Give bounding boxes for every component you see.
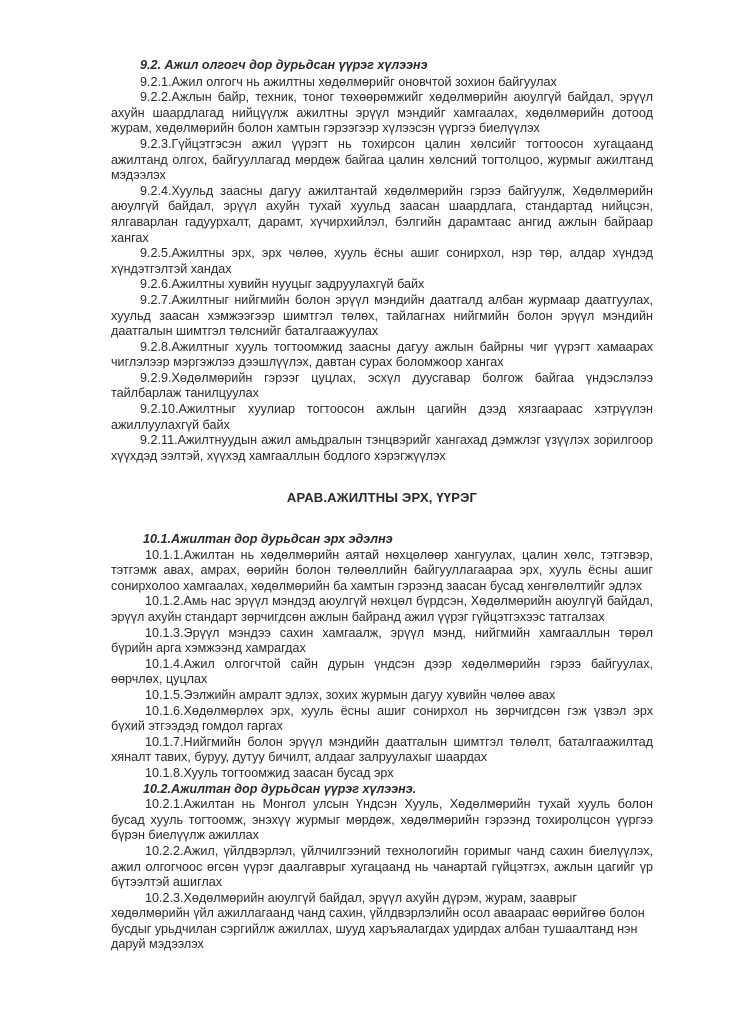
paragraph-9-2-1: 9.2.1.Ажил олгогч нь ажилтны хөдөлмөрийг оновчтой зохион байгуулах — [140, 74, 557, 89]
paragraph-10-2-2: 10.2.2.Ажил, үйлдвэрлэл, үйлчилгээний технологийн горимыг чанд сахин биелүүлэх, ажил олгогчоос өгсөн үүрэг даалгаврыг хугацаанд нь чанартай гүйцэтгэх, ажлын цагийг үр бүтээлтэй ашиглах — [111, 843, 653, 890]
chapter-title: АРАВ.АЖИЛТНЫ ЭРХ, ҮҮРЭГ — [286, 490, 478, 506]
paragraph-9-2-6: 9.2.6.Ажилтны хувийн нууцыг задруулахгүй байх — [140, 277, 425, 292]
section-10-2-heading: 10.2.Ажилтан дор дурьдсан үүрэг хүлээнэ. — [143, 781, 417, 796]
paragraph-9-2-11: 9.2.11.Ажилтнуудын ажил амьдралын тэнцвэрийг хангахад дэмжлэг үзүүлэх зорилгоор хүүхдэд ээлтэй, хүүхэд хамгааллын бодлого хэрэгжүүлэх — [111, 433, 653, 463]
section-9-2-heading: 9.2. Ажил олгогч дор дурьдсан үүрэг хүлээнэ — [140, 58, 428, 72]
paragraph-10-1-3: 10.1.3.Эрүүл мэндээ сахин хамгаалж, эрүүл мэнд, нийгмийн хамгааллын төрөл бүрийн арга хэмжээнд хамрагдах — [111, 625, 653, 656]
document-body — [111, 58, 653, 953]
paragraph-10-2-3: 10.2.3.Хөдөлмөрийн аюулгүй байдал, эрүүл ахуйн дүрэм, журам, зааврыг хөдөлмөрийн үйл ажиллагаанд чанд сахин, үйлдвэрлэлийн осол аваараас өөрийгөө болон бусдыг урьдчилан сэргийлж ажиллах, шууд харъяалагдах удирдах албан тушаалтанд нэн даруй мэдээлэх — [111, 890, 645, 952]
paragraph-10-2-1: 10.2.1.Ажилтан нь Монгол улсын Үндсэн Хууль, Хөдөлмөрийн тухай хууль болон бусад хууль тогтоомж, энэхүү журмыг мөрдөж, хөдөлмөрийн гэрээнд тохиролцсон үүргээ бүрэн биелүүлж ажиллах — [111, 797, 653, 843]
paragraph-9-2-9: 9.2.9.Хөдөлмөрийн гэрээг цуцлах, эсхүл дуусгавар болгож байгаа үндэслэлээ тайлбарлаж танилцуулах — [111, 370, 653, 401]
paragraph-10-1-4: 10.1.4.Ажил олгогчтой сайн дурын үндсэн дээр хөдөлмөрийн гэрээ байгуулах, өөрчлөх, цуцлах — [111, 656, 653, 687]
paragraph-9-2-8: 9.2.8.Ажилтныг хууль тогтоомжид заасны дагуу ажлын байрны чиг үүрэгт хамаарах чиглэлээр мэргэжлээ дээшлүүлэх, давтан сурах боломжоор хангах — [111, 339, 653, 370]
paragraph-10-1-7: 10.1.7.Нийгмийн болон эрүүл мэндийн даатгалын шимтгэл төлөлт, баталгаажилтад хяналт тавих, буруу, дутуу бичилт, алдааг залруулахыг шаардах — [111, 734, 653, 765]
section-10-1-heading: 10.1.Ажилтан дор дурьдсан эрх эдэлнэ — [143, 532, 393, 547]
paragraph-9-2-10: 9.2.10.Ажилтныг хуулиар тогтоосон ажлын цагийн дээд хязгаараас хэтрүүлэн ажиллуулахгүй байх — [111, 402, 653, 432]
paragraph-10-1-5: 10.1.5.Ээлжийн амралт эдлэх, зохих журмын дагуу хувийн чөлөө авах — [145, 687, 556, 702]
paragraph-10-1-1: 10.1.1.Ажилтан нь хөдөлмөрийн аятай нөхцөлөөр хангуулах, цалин хөлс, тэтгэвэр, тэтгэмж авах, амрах, өөрийн болон төлөөллийн байгууллагаараа эрх, хууль ёсны ашиг сонирхолоо хамгаалах, хөдөлмөрийн ба хамтын гэрээнд заасан бусад хөнгөлөлтийг эдлэх — [111, 547, 653, 593]
paragraph-9-2-7: 9.2.7.Ажилтныг нийгмийн болон эрүүл мэндийн даатгалд албан журмаар даатгуулах, хуульд заасан хэмжээгээр шимтгэл төлөх, тайлагнах нийгмийн болон эрүүл мэндийн даатгалын шимтгэл төлснийг баталгаажуулах — [111, 292, 653, 339]
paragraph-9-2-5: 9.2.5.Ажилтны эрх, эрх чөлөө, хууль ёсны ашиг сонирхол, нэр төр, алдар хүндэд хүндэтгэлтэй хандах — [111, 246, 653, 276]
paragraph-10-1-2: 10.1.2.Амь нас эрүүл мэндэд аюулгүй нөхцөл бүрдсэн, Хөдөлмөрийн аюулгүй байдал, эрүүл ахуйн стандарт зөрчигдсөн ажлын байранд ажил үүрэг гүйцэтгэхээс татгалзах — [111, 594, 653, 624]
paragraph-10-1-8: 10.1.8.Хууль тогтоомжид заасан бусад эрх — [145, 765, 394, 780]
paragraph-10-1-6: 10.1.6.Хөдөлмөрлөх эрх, хууль ёсны ашиг сонирхол нь зөрчигдсөн гэж үзвэл эрх бүхий этгээдэд гомдол гаргах — [111, 703, 653, 734]
paragraph-9-2-4: 9.2.4.Хуульд заасны дагуу ажилтантай хөдөлмөрийн гэрээ байгуулж, Хөдөлмөрийн аюулгүй байдал, эрүүл ахуйн тухай хуульд заасан шаардлага, стандартад нийцсэн, ялгаварлан гадуурхалт, дарамт, хүчирхийлэл, бэлгийн дарамтаас ангид ажлын байраар хангах — [111, 183, 653, 245]
paragraph-9-2-2: 9.2.2.Ажлын байр, техник, тоног төхөөрөмжийг хөдөлмөрийн аюулгүй байдал, эрүүл ахуйн шаардлагад нийцүүлж ажилтны эрүүл мэндийг хамгаалах, хөдөлмөрийн дотоод журам, хөдөлмөрийн болон хамтын гэрээгээр хүлээсэн үүргээ биелүүлэх — [111, 90, 653, 136]
paragraph-9-2-3: 9.2.3.Гүйцэтгэсэн ажил үүрэгт нь тохирсон цалин хөлсийг тогтоосон хугацаанд ажилтанд олгох, байгууллагад мөрдөж байгаа цалин хөлсний тогтолцоо, журмыг ажилтанд мэдээлэх — [111, 136, 653, 183]
